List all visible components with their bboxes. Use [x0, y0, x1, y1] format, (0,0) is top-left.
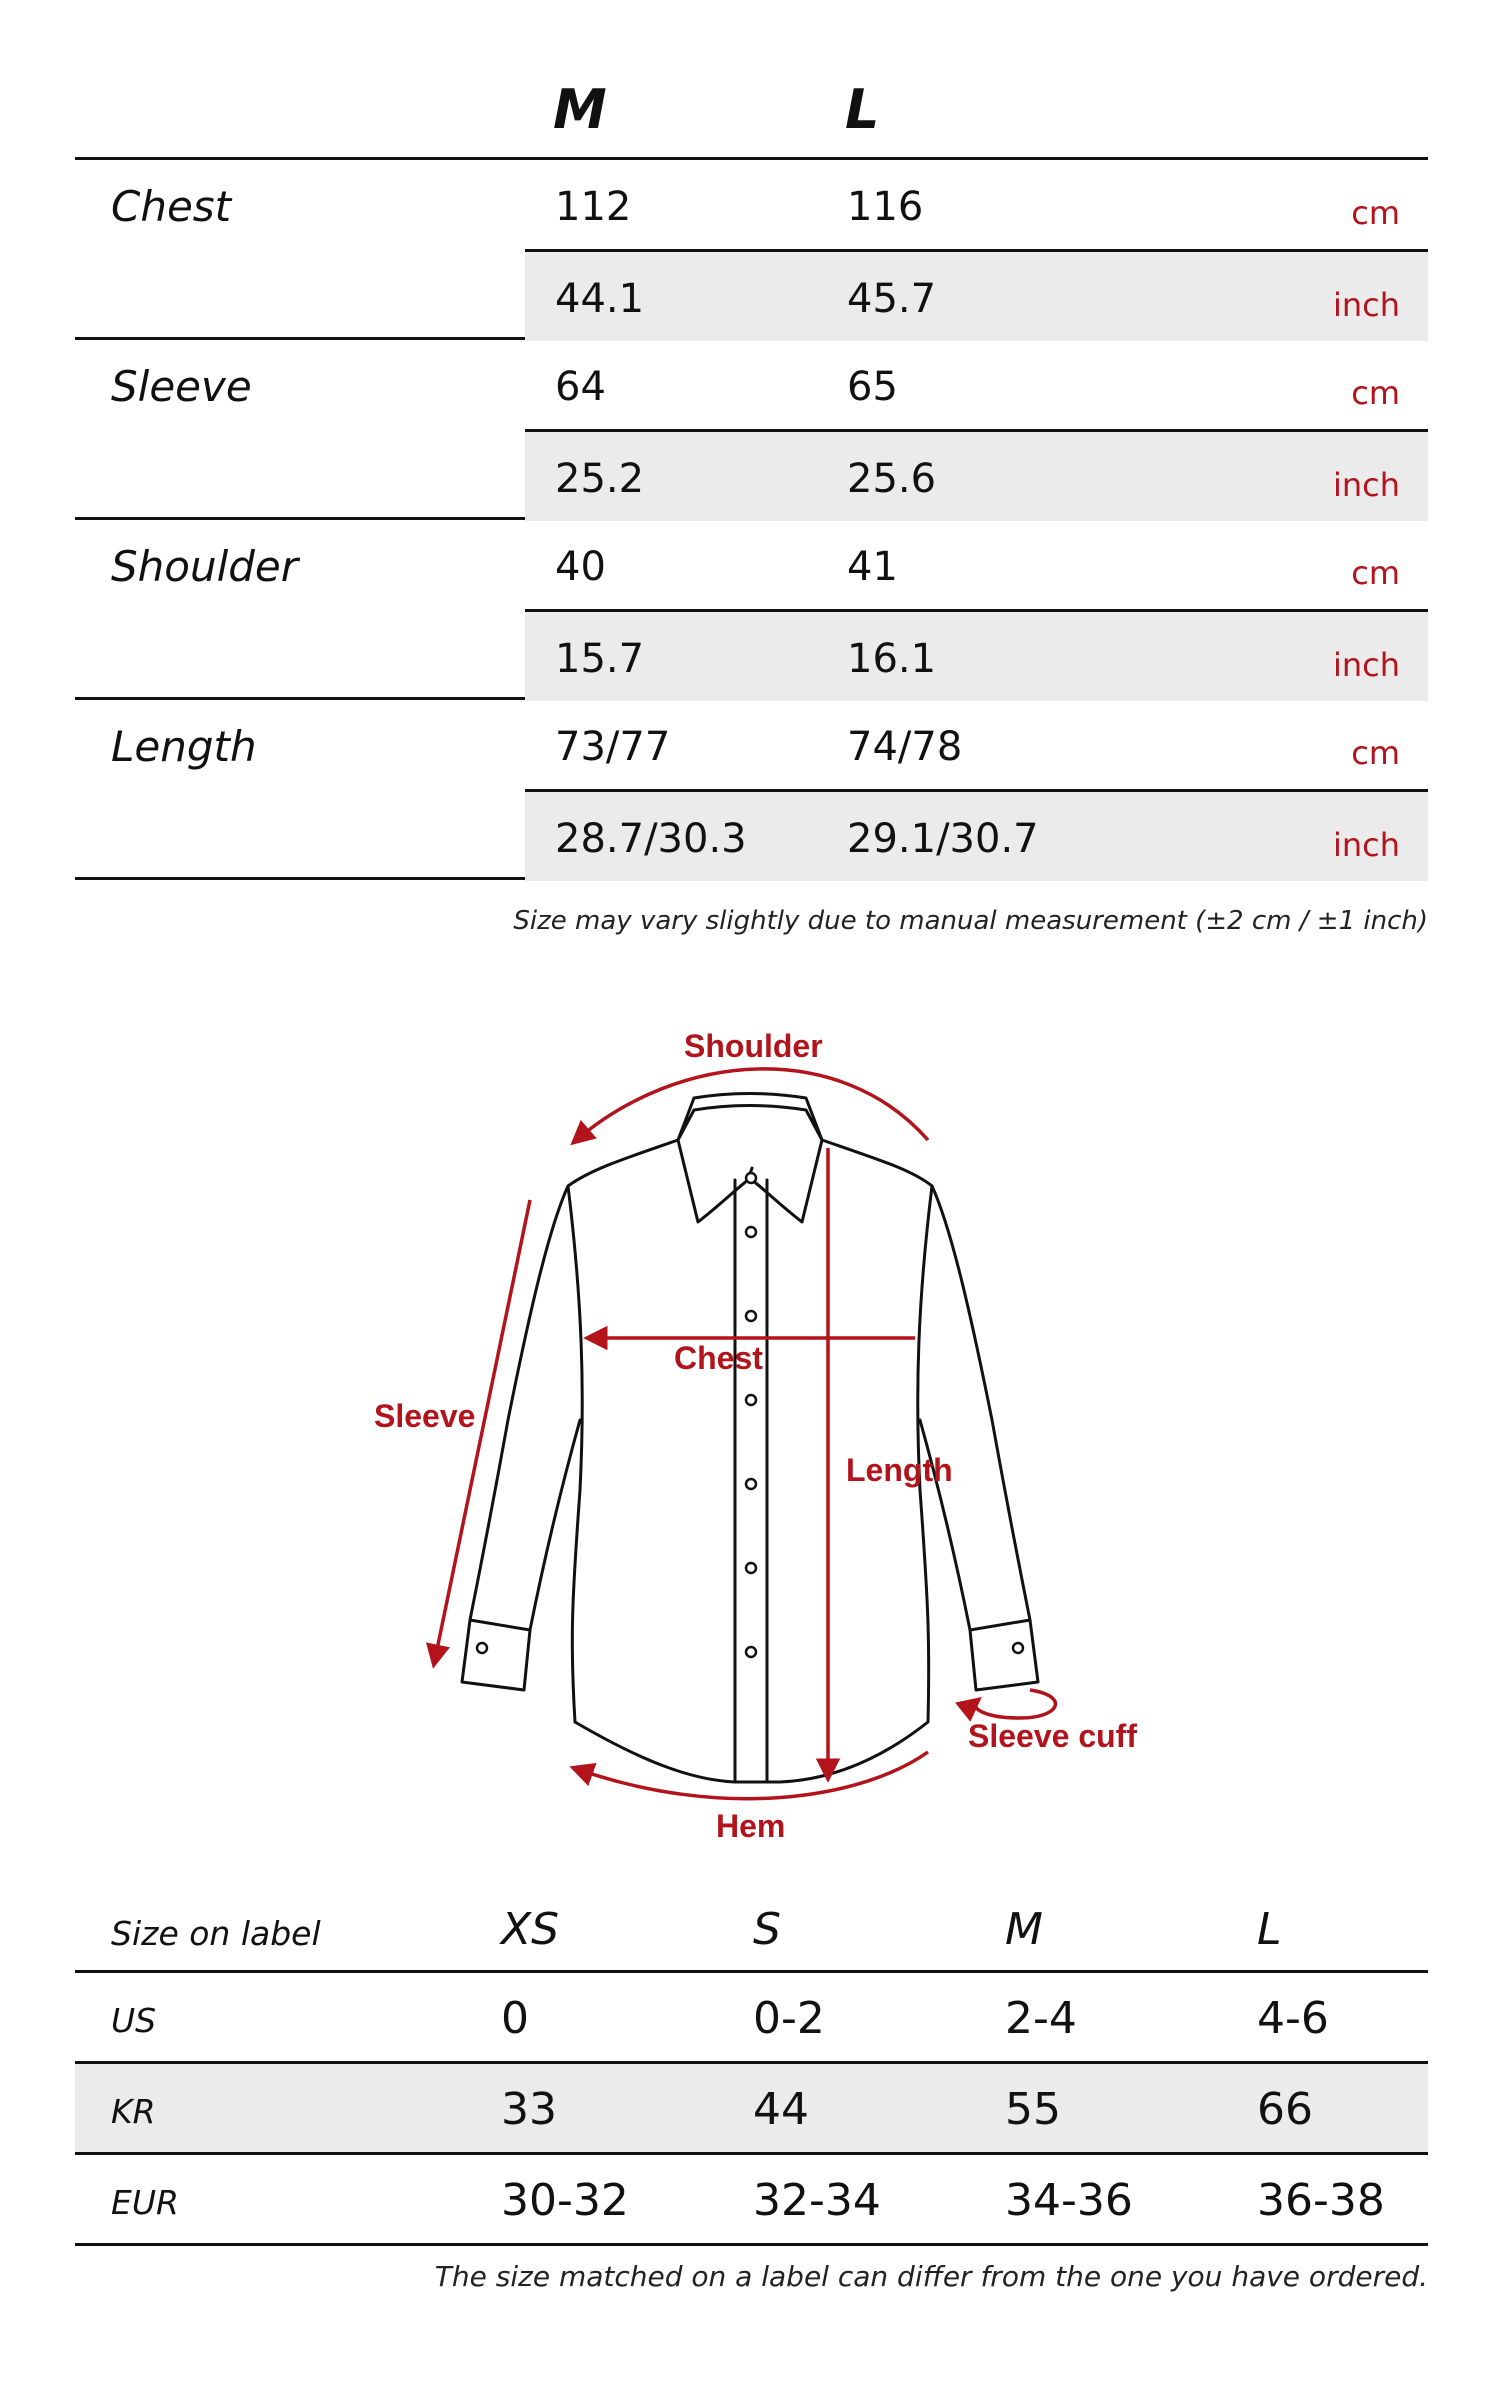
measurement-header	[75, 0, 1428, 160]
shoulder-label: Shoulder	[684, 1028, 823, 1064]
inch-row	[525, 609, 1428, 701]
region-label: US	[111, 2001, 157, 2040]
size-value: 2-4	[1005, 1993, 1077, 2044]
measurement-table	[75, 0, 1428, 880]
shirt-measurement-diagram	[0, 1000, 1500, 1880]
unit-inch: inch	[1332, 646, 1400, 684]
size-value: 0-2	[753, 1993, 825, 2044]
measurement-name: Sleeve	[111, 362, 252, 411]
size-xs: XS	[501, 1904, 560, 1955]
size-value: 32-34	[753, 2175, 881, 2226]
value-m-inch: 15.7	[555, 636, 645, 682]
cm-row	[525, 340, 1428, 429]
value-m-cm: 73/77	[555, 724, 671, 770]
size-row-eur	[75, 2155, 1428, 2246]
column-header-m: M	[553, 78, 607, 141]
size-value: 0	[501, 1993, 529, 2044]
value-m-inch: 25.2	[555, 456, 645, 502]
size-value: 34-36	[1005, 2175, 1133, 2226]
value-l-inch: 29.1/30.7	[847, 816, 1039, 862]
value-m-cm: 112	[555, 184, 632, 230]
measurement-name: Length	[111, 722, 257, 771]
size-s: S	[753, 1904, 781, 1955]
unit-cm: cm	[1351, 194, 1400, 232]
value-l-inch: 25.6	[847, 456, 937, 502]
size-chart-note: The size matched on a label can differ from the one you have ordered.	[434, 2260, 1428, 2293]
size-value: 44	[753, 2084, 809, 2135]
shirt-outline	[462, 1094, 1038, 1783]
length-label: Length	[846, 1452, 953, 1488]
column-header-l: L	[845, 78, 880, 141]
size-value: 55	[1005, 2084, 1061, 2135]
cm-row	[525, 520, 1428, 609]
unit-inch: inch	[1332, 286, 1400, 324]
size-header-label: Size on label	[111, 1914, 321, 1953]
value-l-cm: 65	[847, 364, 898, 410]
measurement-group-shoulder	[75, 520, 1428, 700]
inch-row	[525, 429, 1428, 521]
measurement-group-length	[75, 700, 1428, 880]
value-l-cm: 74/78	[847, 724, 963, 770]
inch-row	[525, 249, 1428, 341]
region-label: EUR	[111, 2183, 179, 2222]
size-row-us	[75, 1973, 1428, 2064]
measurement-name: Chest	[111, 182, 232, 231]
value-m-cm: 64	[555, 364, 606, 410]
inch-row	[525, 789, 1428, 881]
size-value: 33	[501, 2084, 557, 2135]
shirt-illustration	[0, 1000, 1500, 1880]
shirt-buttons	[477, 1173, 1023, 1657]
value-l-inch: 16.1	[847, 636, 937, 682]
value-m-inch: 28.7/30.3	[555, 816, 747, 862]
unit-inch: inch	[1332, 826, 1400, 864]
hem-arrow	[574, 1752, 928, 1799]
size-conversion-table	[75, 1880, 1428, 2246]
measurement-name: Shoulder	[111, 542, 299, 591]
region-label: KR	[111, 2092, 156, 2131]
size-value: 30-32	[501, 2175, 629, 2226]
size-header-row	[75, 1880, 1428, 1973]
size-value: 4-6	[1257, 1993, 1329, 2044]
size-value: 66	[1257, 2084, 1313, 2135]
value-l-cm: 41	[847, 544, 898, 590]
value-l-inch: 45.7	[847, 276, 937, 322]
cm-row	[525, 160, 1428, 249]
value-m-cm: 40	[555, 544, 606, 590]
measurement-group-sleeve	[75, 340, 1428, 520]
sleeve-cuff-label: Sleeve cuff	[968, 1718, 1137, 1754]
unit-cm: cm	[1351, 554, 1400, 592]
unit-cm: cm	[1351, 374, 1400, 412]
value-l-cm: 116	[847, 184, 924, 230]
chest-label: Chest	[674, 1340, 763, 1376]
size-m: M	[1005, 1904, 1043, 1955]
measurement-note: Size may vary slightly due to manual measurement (±2 cm / ±1 inch)	[513, 906, 1428, 936]
hem-label: Hem	[716, 1808, 786, 1844]
size-row-kr	[75, 2064, 1428, 2155]
sleeve-label: Sleeve	[374, 1398, 476, 1434]
unit-cm: cm	[1351, 734, 1400, 772]
value-m-inch: 44.1	[555, 276, 645, 322]
size-l: L	[1257, 1904, 1282, 1955]
cm-row	[525, 700, 1428, 789]
unit-inch: inch	[1332, 466, 1400, 504]
measurement-group-chest	[75, 160, 1428, 340]
size-value: 36-38	[1257, 2175, 1385, 2226]
measurement-arrows	[434, 1069, 1055, 1799]
sleeve-cuff-arrow	[975, 1690, 1055, 1718]
